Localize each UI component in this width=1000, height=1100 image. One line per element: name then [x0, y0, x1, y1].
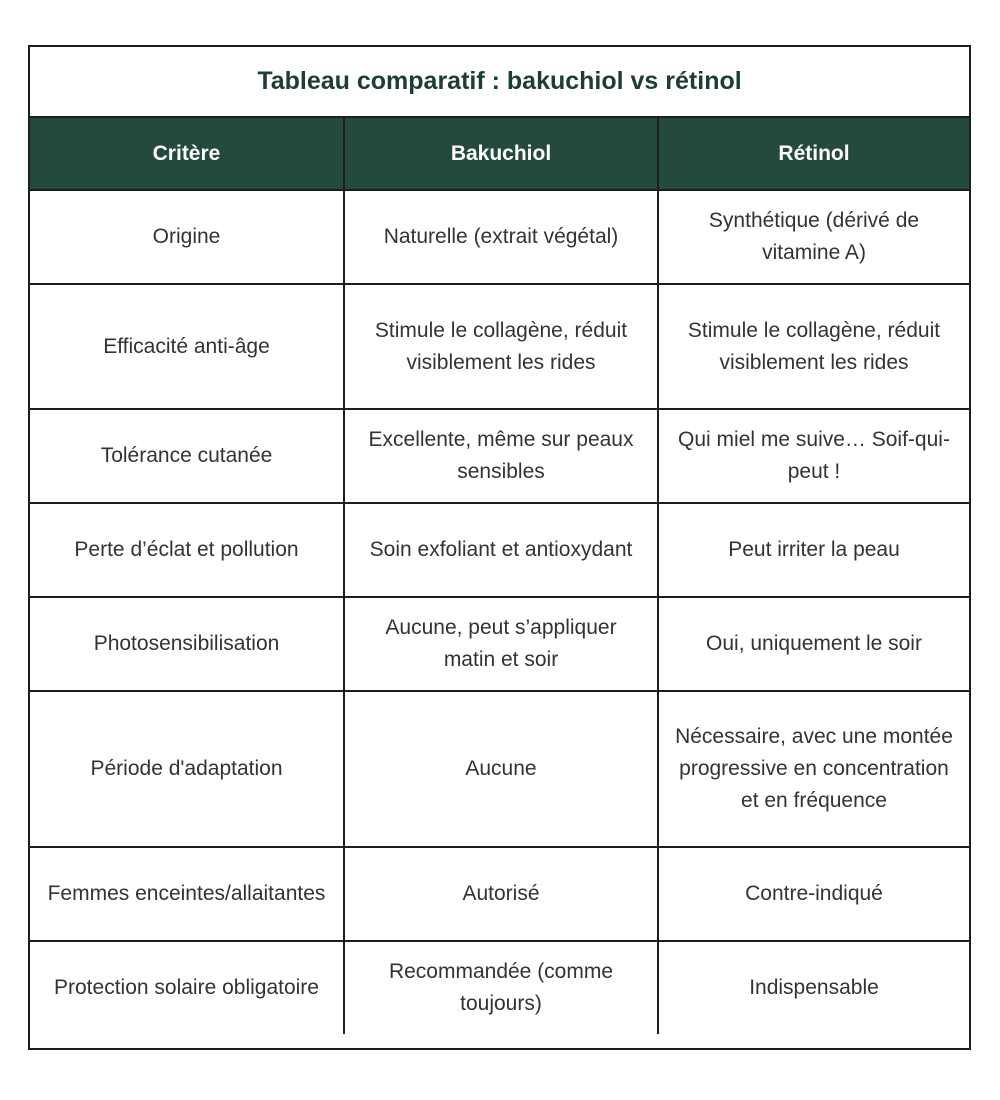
- bakuchiol-cell: Stimule le collagène, réduit visiblement les rides: [344, 284, 658, 409]
- retinol-cell: Contre-indiqué: [658, 847, 969, 941]
- header-bakuchiol: Bakuchiol: [344, 118, 658, 190]
- retinol-cell: Synthétique (dérivé de vitamine A): [658, 190, 969, 284]
- comparison-grid: [30, 118, 969, 1034]
- table-row: [30, 691, 969, 847]
- table-row: [30, 190, 969, 284]
- criterion-cell: Femmes enceintes/allaitantes: [30, 847, 344, 941]
- header-critere: Critère: [30, 118, 344, 190]
- criterion-cell: Tolérance cutanée: [30, 409, 344, 503]
- retinol-cell: Oui, uniquement le soir: [658, 597, 969, 691]
- retinol-cell: Peut irriter la peau: [658, 503, 969, 597]
- comparison-table: [28, 45, 971, 1050]
- criterion-cell: Protection solaire obligatoire: [30, 941, 344, 1034]
- retinol-cell: Stimule le collagène, réduit visiblement les rides: [658, 284, 969, 409]
- table-row: [30, 597, 969, 691]
- criterion-cell: Période d'adaptation: [30, 691, 344, 847]
- criterion-cell: Origine: [30, 190, 344, 284]
- header-retinol: Rétinol: [658, 118, 969, 190]
- header-row: [30, 118, 969, 190]
- retinol-cell: Qui miel me suive… Soif-qui-peut !: [658, 409, 969, 503]
- criterion-cell: Efficacité anti-âge: [30, 284, 344, 409]
- bakuchiol-cell: Autorisé: [344, 847, 658, 941]
- table-row: [30, 409, 969, 503]
- table-row: [30, 941, 969, 1034]
- bakuchiol-cell: Soin exfoliant et antioxydant: [344, 503, 658, 597]
- bakuchiol-cell: Naturelle (extrait végétal): [344, 190, 658, 284]
- bakuchiol-cell: Recommandée (comme toujours): [344, 941, 658, 1034]
- retinol-cell: Nécessaire, avec une montée progressive en concentration et en fréquence: [658, 691, 969, 847]
- criterion-cell: Photosensibilisation: [30, 597, 344, 691]
- table-title: Tableau comparatif : bakuchiol vs rétinol: [30, 47, 969, 118]
- table-row: [30, 503, 969, 597]
- criterion-cell: Perte d’éclat et pollution: [30, 503, 344, 597]
- table-row: [30, 284, 969, 409]
- table-row: [30, 847, 969, 941]
- bakuchiol-cell: Aucune: [344, 691, 658, 847]
- retinol-cell: Indispensable: [658, 941, 969, 1034]
- bakuchiol-cell: Excellente, même sur peaux sensibles: [344, 409, 658, 503]
- bakuchiol-cell: Aucune, peut s’appliquer matin et soir: [344, 597, 658, 691]
